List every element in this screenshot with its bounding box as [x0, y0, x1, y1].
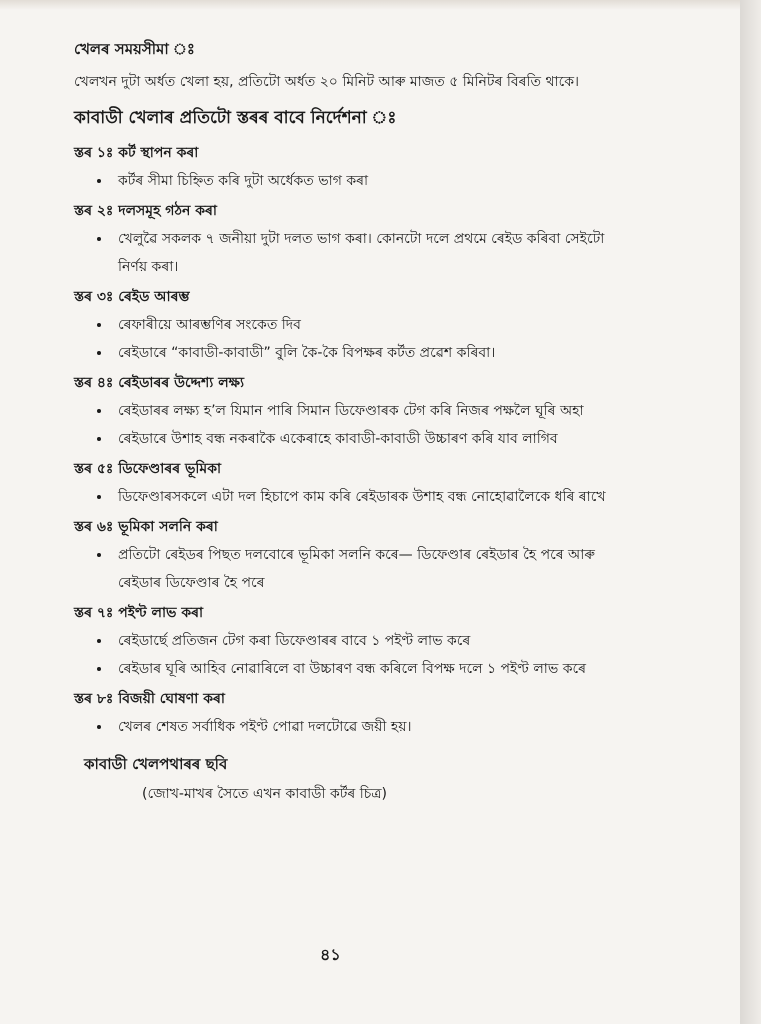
- step-4-title: স্তৰ ৪ঃ ৰেইডাৰৰ উদ্দেশ্য লক্ষ্য: [74, 375, 245, 391]
- step-5-list: [74, 483, 634, 511]
- step-8-title: স্তৰ ৮ঃ বিজয়ী ঘোষণা কৰা: [74, 691, 225, 707]
- list-item: • ৰেইডাৰ ঘূৰি আহিব নোৱাৰিলে বা উচ্চাৰণ বন্ধ কৰিলে বিপক্ষ দলে ১ পইণ্ট লাভ কৰে: [112, 655, 634, 683]
- step-5-title: স্তৰ ৫ঃ ডিফেণ্ডাৰৰ ভূমিকা: [74, 461, 222, 477]
- step-1-list: [74, 167, 634, 195]
- step-2-list: [74, 225, 634, 281]
- figure-note: (জোখ-মাখৰ সৈতে এখন কাবাডী কৰ্টৰ চিত্ৰ): [142, 786, 388, 802]
- step-3-list: [74, 311, 634, 367]
- figure-title: কাবাডী খেলপথাৰৰ ছবি: [84, 755, 228, 773]
- list-item: • প্ৰতিটো ৰেইডৰ পিছত দলবোৰে ভূমিকা সলনি কৰে— ডিফেণ্ডাৰ ৰেইডাৰ হৈ পৰে আৰু ৰেইডাৰ ডিফেণ্ডাৰ হৈ পৰে: [112, 541, 634, 597]
- step-8-list: [74, 713, 634, 741]
- step-6-title: স্তৰ ৬ঃ ভূমিকা সলনি কৰা: [74, 519, 218, 535]
- list-item: • ৰেইডাৰ্ছে প্ৰতিজন টেগ কৰা ডিফেণ্ডাৰৰ বাবে ১ পইণ্ট লাভ কৰে: [112, 627, 634, 655]
- list-item: • খেলুৱৈ সকলক ৭ জনীয়া দুটা দলত ভাগ কৰা। কোনটো দলে প্ৰথমে ৰেইড কৰিবা সেইটো নিৰ্ণয় কৰা।: [112, 225, 634, 281]
- list-item: • ৰেইডাৰে “কাবাডী-কাবাডী” বুলি কৈ-কৈ বিপক্ষৰ কৰ্টত প্ৰৱেশ কৰিবা।: [112, 339, 634, 367]
- list-item: • খেলৰ শেষত সৰ্বাধিক পইণ্ট পোৱা দলটোৱে জয়ী হয়।: [112, 713, 634, 741]
- list-item: • ডিফেণ্ডাৰসকলে এটা দল হিচাপে কাম কৰি ৰেইডাৰক উশাহ বন্ধ নোহোৱালৈকে ধৰি ৰাখে: [112, 483, 634, 511]
- time-limit-text: খেলখন দুটা অৰ্ধত খেলা হয়, প্ৰতিটো অৰ্ধত ২০ মিনিট আৰু মাজত ৫ মিনিটৰ বিৰতি থাকে।: [74, 74, 580, 90]
- page-content: [74, 38, 634, 806]
- instructions-heading: কাবাডী খেলাৰ প্ৰতিটো স্তৰৰ বাবে নিৰ্দেশনা ঃ: [74, 108, 397, 128]
- step-1-title: স্তৰ ১ঃ কৰ্ট স্থাপন কৰা: [74, 145, 199, 161]
- step-6-list: [74, 541, 634, 597]
- page-top-shadow: [0, 0, 740, 10]
- step-7-title: স্তৰ ৭ঃ পইণ্ট লাভ কৰা: [74, 605, 204, 621]
- list-item: • কৰ্টৰ সীমা চিহ্নিত কৰি দুটা অৰ্ধেকত ভাগ কৰা: [112, 167, 634, 195]
- step-2-title: স্তৰ ২ঃ দলসমূহ গঠন কৰা: [74, 203, 217, 219]
- list-item: • ৰেইডাৰে উশাহ বন্ধ নকৰাকৈ একেৰাহে কাবাডী-কাবাডী উচ্চাৰণ কৰি যাব লাগিব: [112, 425, 634, 453]
- step-7-list: [74, 627, 634, 683]
- list-item: • ৰেফাৰীয়ে আৰম্ভণিৰ সংকেত দিব: [112, 311, 634, 339]
- page-number: ৪১: [320, 945, 341, 964]
- list-item: • ৰেইডাৰৰ লক্ষ্য হ’ল যিমান পাৰি সিমান ডিফেণ্ডাৰক টেগ কৰি নিজৰ পক্ষলৈ ঘূৰি অহা: [112, 397, 634, 425]
- step-3-title: স্তৰ ৩ঃ ৰেইড আৰম্ভ: [74, 289, 190, 305]
- page-edge: [740, 0, 761, 1024]
- time-limit-heading: খেলৰ সময়সীমা ঃ: [74, 40, 195, 58]
- step-4-list: [74, 397, 634, 453]
